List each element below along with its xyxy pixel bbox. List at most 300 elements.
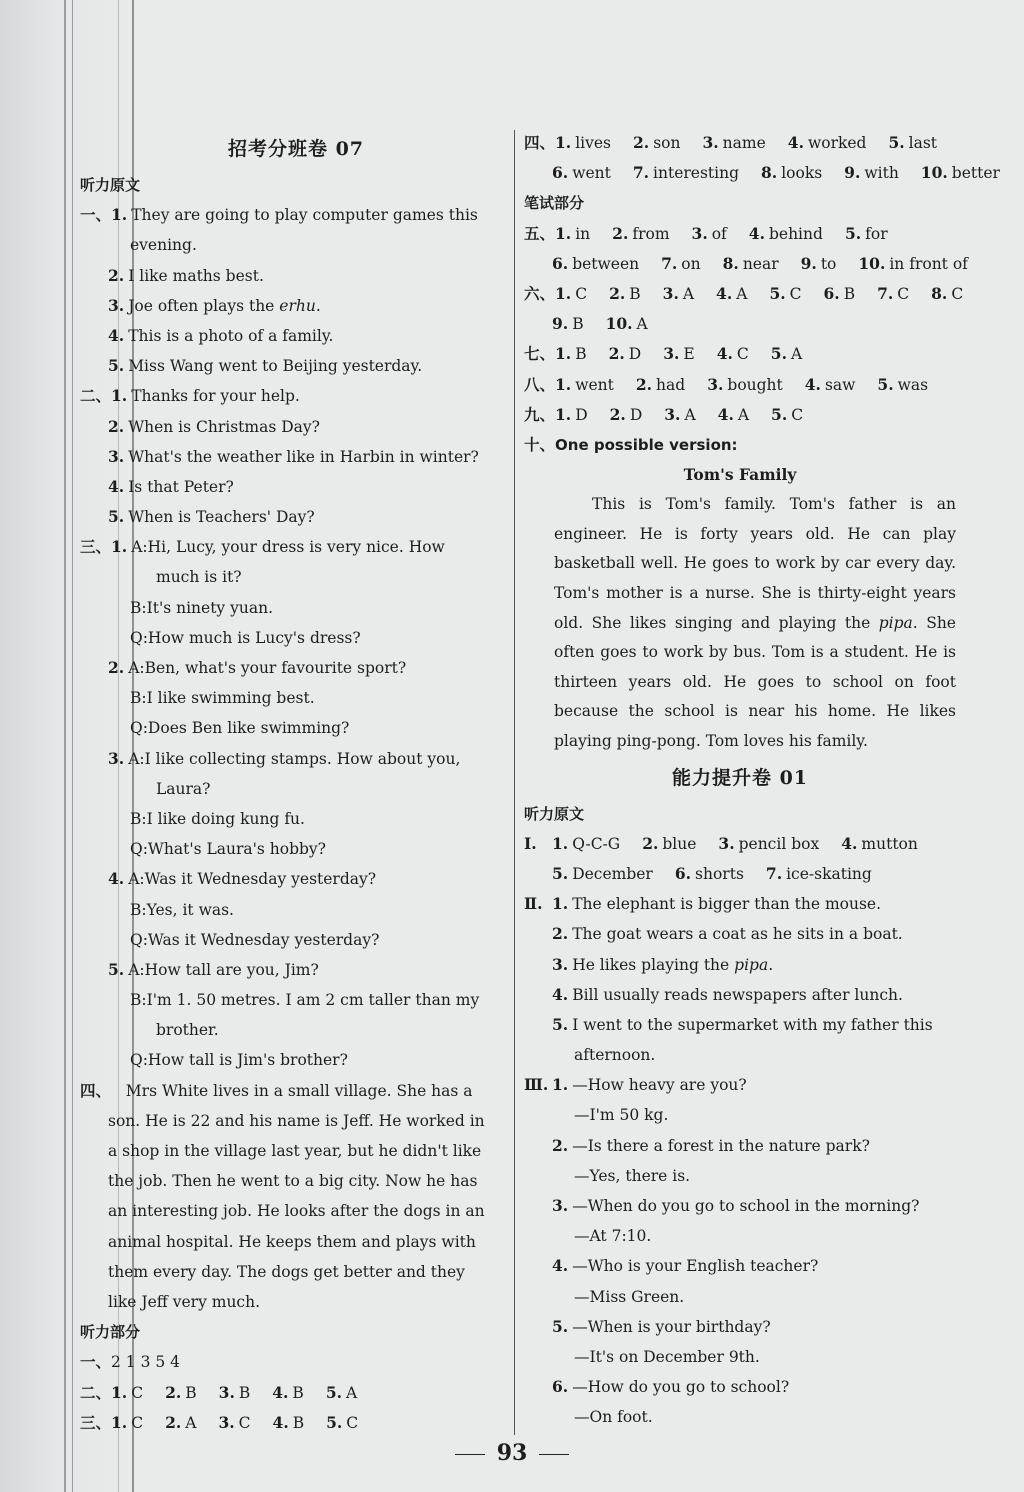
essay-paragraph: This is Tom's family. Tom's father is an engineer. He is forty years old. He can play basketball well. He goes to work by car every day. Tom's mother is a nurse. She is thirty-eight years old. She likes singing and playing the pipa. She often goes to work by bus. Tom is a student. He is thirteen years old. He goes to school on foot because the school is near his home. He likes playing ping-pong. Tom loves his family. xyxy=(554,495,956,750)
item-text: He likes playing the pipa. xyxy=(572,955,774,974)
item-text: I like maths best. xyxy=(128,266,264,285)
item-text: This is a photo of a family. xyxy=(128,326,334,345)
item-text: —Who is your English teacher? xyxy=(572,1257,819,1276)
passage-text: animal hospital. He keeps them and plays with xyxy=(108,1232,476,1251)
section-title: 能力提升卷 01 xyxy=(671,766,809,789)
dialogue-text: much is it? xyxy=(156,568,242,587)
item-number: 3. xyxy=(108,295,125,315)
answer-value: better xyxy=(951,164,1000,183)
answer-value: pencil box xyxy=(738,834,820,853)
dialogue-text: brother. xyxy=(156,1021,219,1040)
answer-item xyxy=(555,219,590,249)
answer-item xyxy=(931,279,963,309)
answer-item xyxy=(326,1378,357,1408)
item-number: 9. xyxy=(552,314,569,334)
answer-value: worked xyxy=(807,134,867,152)
answer-value: went xyxy=(575,375,614,394)
item-number: 5. xyxy=(769,283,786,303)
answer-item xyxy=(718,829,819,859)
text-line xyxy=(524,400,956,430)
item-text: afternoon. xyxy=(574,1046,656,1065)
item-number: 1. xyxy=(111,1382,128,1402)
answer-item xyxy=(609,339,642,369)
text-line xyxy=(524,1372,956,1402)
item-text: When is Teachers' Day? xyxy=(128,508,315,527)
answer-value: A xyxy=(346,1383,358,1402)
item-number: 2. xyxy=(609,283,626,303)
answer-value: looks xyxy=(781,164,823,183)
answer-value: E xyxy=(683,345,695,364)
item-number: 4. xyxy=(552,984,569,1004)
text-line xyxy=(80,925,512,955)
item-number: 1. xyxy=(555,374,572,394)
binding-line xyxy=(72,0,73,1492)
item-number: 1. xyxy=(111,537,128,557)
answer-item xyxy=(716,279,747,309)
item-number: 1. xyxy=(111,205,128,225)
item-text: evening. xyxy=(130,236,197,255)
answer-item xyxy=(609,279,641,309)
answer-item xyxy=(675,859,744,889)
answer-item xyxy=(663,279,694,309)
passage-text: a shop in the village last year, but he didn't like xyxy=(108,1142,482,1160)
item-number: 5. xyxy=(552,1316,569,1336)
item-number: 3. xyxy=(718,833,735,853)
answer-value: B xyxy=(185,1383,197,1402)
item-number: 6. xyxy=(674,863,692,883)
text-line xyxy=(524,1312,956,1342)
section-number: 十、 xyxy=(524,434,556,454)
subsection-heading: 笔试部分 xyxy=(524,194,585,213)
answer-value: A xyxy=(636,315,648,334)
answer-value: A xyxy=(684,405,696,424)
passage-text: them every day. The dogs get better and they xyxy=(108,1262,465,1281)
text-line xyxy=(80,1106,512,1136)
subsection-heading: 听力原文 xyxy=(80,176,141,194)
section-number: 六、 xyxy=(524,283,556,303)
item-number: 1. xyxy=(555,283,572,303)
item-number: 7. xyxy=(661,253,678,273)
answer-value: C xyxy=(238,1413,251,1432)
answer-item xyxy=(664,400,695,430)
answer-item xyxy=(769,279,801,309)
item-number: 5. xyxy=(108,507,125,527)
answer-item xyxy=(272,1378,304,1408)
item-number: 9. xyxy=(844,163,861,183)
text-line xyxy=(80,1378,512,1408)
answer-item xyxy=(555,400,588,430)
text-line xyxy=(524,829,956,859)
essay-intro: One possible version: xyxy=(555,435,738,454)
dialogue-text: Q:What's Laura's hobby? xyxy=(130,840,326,859)
text-line xyxy=(80,532,512,562)
dialogue-text: Laura? xyxy=(156,779,211,798)
text-line xyxy=(524,1191,956,1221)
text-line xyxy=(524,889,956,919)
answer-value: shorts xyxy=(695,864,744,883)
text-line xyxy=(80,351,512,381)
text-line xyxy=(80,472,512,502)
answer-value: of xyxy=(711,224,727,243)
answer-item xyxy=(555,370,614,400)
item-number: 7. xyxy=(877,283,894,303)
item-number: 4. xyxy=(272,1382,289,1402)
passage-text: the job. Then he went to a big city. Now he has xyxy=(108,1172,478,1191)
item-number: 5. xyxy=(552,1014,569,1034)
answer-value: on xyxy=(681,254,701,273)
item-number: 5. xyxy=(877,374,894,394)
text-line xyxy=(80,1196,512,1226)
passage-text: like Jeff very much. xyxy=(108,1292,261,1311)
answer-item xyxy=(636,370,685,400)
answer-item xyxy=(165,1378,197,1408)
answer-item xyxy=(845,219,888,249)
text-line xyxy=(524,950,956,980)
answer-value: C xyxy=(131,1383,144,1402)
item-text: —How heavy are you? xyxy=(572,1076,747,1095)
answer-value: B xyxy=(843,284,856,303)
item-number: 6. xyxy=(552,163,569,183)
section-number: Ⅲ. xyxy=(524,1075,549,1095)
answer-value: between xyxy=(572,254,640,273)
answer-value: A xyxy=(736,284,748,303)
answer-item xyxy=(723,249,779,279)
answer-item xyxy=(111,1408,143,1438)
answer-value: behind xyxy=(768,224,823,243)
answer-value: lives xyxy=(575,134,612,152)
section-number: 七、 xyxy=(524,344,556,364)
item-text: —When do you go to school in the morning? xyxy=(572,1197,920,1216)
answer-value: C xyxy=(951,284,964,303)
item-number: 2. xyxy=(609,404,626,424)
answer-item xyxy=(661,249,701,279)
answer-item xyxy=(841,829,918,859)
section-number: Ⅱ. xyxy=(524,894,543,914)
item-text: —Yes, there is. xyxy=(574,1166,691,1185)
item-text: Joe often plays the erhu. xyxy=(128,296,321,315)
item-number: 3. xyxy=(664,404,681,424)
item-number: 1. xyxy=(111,386,128,406)
answer-item xyxy=(717,339,749,369)
answer-item xyxy=(749,219,823,249)
text-line xyxy=(80,834,512,864)
item-number: 4. xyxy=(108,476,125,496)
answer-value: bought xyxy=(727,375,783,394)
answer-item xyxy=(552,309,584,339)
text-line xyxy=(80,200,512,230)
item-text: Is that Peter? xyxy=(128,477,234,496)
answer-value: C xyxy=(789,284,802,303)
item-text: —I'm 50 kg. xyxy=(574,1106,669,1125)
text-line xyxy=(80,1287,512,1317)
item-text: —How do you go to school? xyxy=(572,1378,790,1397)
text-line xyxy=(80,774,512,804)
item-number: 8. xyxy=(761,163,778,183)
item-text: Bill usually reads newspapers after lunch. xyxy=(572,985,903,1004)
answer-value: ice-skating xyxy=(786,864,872,883)
text-line xyxy=(524,1221,956,1251)
text-line xyxy=(80,1076,512,1106)
text-line xyxy=(80,804,512,834)
text-line xyxy=(80,864,512,894)
item-text: —On foot. xyxy=(574,1408,653,1427)
item-number: 4. xyxy=(108,869,125,889)
section-number: 二、 xyxy=(80,1382,112,1402)
answer-value: C xyxy=(575,284,588,303)
answer-value: in xyxy=(575,224,591,243)
item-text: The elephant is bigger than the mouse. xyxy=(572,895,882,914)
answer-value: 2 1 3 5 4 xyxy=(111,1353,181,1372)
item-number: 5. xyxy=(325,1382,342,1402)
right-column xyxy=(524,128,1000,1433)
text-line xyxy=(524,1131,956,1161)
answer-value: mutton xyxy=(861,834,918,853)
text-line xyxy=(80,1227,512,1257)
section-number: 五、 xyxy=(524,223,556,243)
item-number: 5. xyxy=(844,223,862,243)
item-number: 1. xyxy=(552,894,569,914)
answer-value: for xyxy=(865,224,888,243)
item-number: 3. xyxy=(108,446,125,466)
text-line xyxy=(524,1342,956,1372)
text-line xyxy=(524,158,1000,188)
answer-item xyxy=(552,158,611,188)
binding-line xyxy=(64,0,66,1492)
text-line xyxy=(80,955,512,985)
item-text: What's the weather like in Harbin in winter? xyxy=(128,447,479,466)
section-number: 三、 xyxy=(80,537,112,557)
text-line xyxy=(524,370,956,400)
item-number: 4. xyxy=(272,1412,289,1432)
item-number: 3. xyxy=(552,1196,569,1216)
item-number: 9. xyxy=(800,253,817,273)
item-number: 2. xyxy=(642,833,659,853)
item-number: 5. xyxy=(326,1412,343,1432)
text-line xyxy=(524,919,956,949)
answer-value: in front of xyxy=(889,254,968,273)
text-line xyxy=(524,1100,956,1130)
answer-value: A xyxy=(737,405,750,424)
answer-item xyxy=(761,158,822,188)
answer-item xyxy=(801,249,837,279)
answer-item xyxy=(555,128,611,158)
text-line xyxy=(80,381,512,411)
text-line xyxy=(80,1257,512,1287)
text-line xyxy=(80,593,512,623)
answer-item xyxy=(633,158,739,188)
item-number: 5. xyxy=(552,863,569,883)
item-text: I went to the supermarket with my father this xyxy=(572,1015,933,1034)
answer-item xyxy=(552,249,639,279)
text-line xyxy=(80,291,512,321)
answer-value: had xyxy=(656,375,686,394)
answer-item xyxy=(219,1378,251,1408)
item-text: —At 7:10. xyxy=(574,1227,652,1246)
section-number: 九、 xyxy=(524,404,556,424)
left-column xyxy=(80,128,512,1438)
text-line xyxy=(524,1161,956,1191)
section-number: 四、 xyxy=(80,1080,112,1100)
item-number: 4. xyxy=(804,374,821,394)
answer-item xyxy=(642,829,696,859)
answer-value: Q-C-G xyxy=(572,834,621,853)
text-line xyxy=(80,1347,512,1377)
item-number: 5. xyxy=(108,959,125,979)
answer-item xyxy=(552,829,620,859)
passage-text: an interesting job. He looks after the dogs in an xyxy=(108,1202,485,1221)
text-line xyxy=(80,321,512,351)
answer-item xyxy=(606,309,648,339)
answer-item xyxy=(858,249,968,279)
answer-item xyxy=(663,339,695,369)
item-number: 2. xyxy=(108,658,125,677)
answer-value: C xyxy=(736,345,749,364)
answer-value: B xyxy=(292,1383,304,1402)
item-number: 1. xyxy=(552,1075,569,1095)
item-number: 1. xyxy=(552,833,569,853)
item-text: —It's on December 9th. xyxy=(574,1347,760,1366)
text-line xyxy=(524,339,956,369)
dialogue-text: Q:How much is Lucy's dress? xyxy=(130,628,361,647)
item-number: 1. xyxy=(555,223,572,243)
answer-value: interesting xyxy=(653,164,740,183)
item-number: 2. xyxy=(165,1382,182,1402)
answer-item xyxy=(165,1408,196,1438)
text-line xyxy=(524,859,956,889)
item-number: 3. xyxy=(218,1382,235,1402)
text-line xyxy=(80,1136,512,1166)
text-line xyxy=(80,261,512,291)
text-line xyxy=(80,1166,512,1196)
answer-value: B xyxy=(629,284,641,303)
item-number: 6. xyxy=(823,283,840,303)
item-number: 10. xyxy=(605,314,633,334)
section-number: 四、 xyxy=(524,133,556,152)
item-number: 10. xyxy=(858,253,886,273)
answer-item xyxy=(877,279,909,309)
column-divider xyxy=(514,130,515,1435)
text-line xyxy=(524,309,956,339)
text-line xyxy=(80,1045,512,1075)
answer-item xyxy=(921,158,1000,188)
answer-value: name xyxy=(722,134,766,152)
answer-item xyxy=(766,859,872,889)
text-line xyxy=(524,1070,956,1100)
text-line xyxy=(80,170,512,200)
item-text: —Is there a forest in the nature park? xyxy=(572,1136,870,1155)
answer-value: went xyxy=(572,164,611,183)
text-line xyxy=(80,895,512,925)
answer-item xyxy=(771,339,802,369)
item-number: 2. xyxy=(552,1135,569,1155)
item-text: Miss Wang went to Beijing yesterday. xyxy=(128,357,423,376)
item-number: 7. xyxy=(632,163,650,183)
dialogue-text: Q:Was it Wednesday yesterday? xyxy=(130,930,380,949)
item-number: 2. xyxy=(108,416,125,436)
item-number: 4. xyxy=(787,133,804,152)
item-number: 5. xyxy=(888,133,905,152)
text-line xyxy=(524,1251,956,1281)
section-number: 二、 xyxy=(80,386,112,406)
answer-value: near xyxy=(742,254,779,273)
item-number: 1. xyxy=(555,344,572,364)
answer-item xyxy=(610,400,643,430)
answer-item xyxy=(771,400,803,430)
item-text: Thanks for your help. xyxy=(131,387,300,406)
answer-value: C xyxy=(131,1413,144,1432)
item-number: 3. xyxy=(662,283,679,303)
answer-value: C xyxy=(346,1413,359,1432)
section-number: 八、 xyxy=(524,374,556,394)
text-line xyxy=(80,1015,512,1045)
answer-item xyxy=(788,128,867,158)
item-number: 3. xyxy=(707,374,724,394)
answer-value: last xyxy=(908,134,938,152)
item-number: 7. xyxy=(765,863,783,883)
answer-item xyxy=(877,370,928,400)
essay-title: Tom's Family xyxy=(683,465,797,485)
answer-item xyxy=(805,370,856,400)
answer-value: from xyxy=(632,224,670,243)
item-number: 5. xyxy=(108,356,125,376)
text-line xyxy=(524,1282,956,1312)
item-number: 2. xyxy=(165,1412,182,1432)
answer-value: B xyxy=(238,1383,251,1402)
dialogue-text: B:It's ninety yuan. xyxy=(130,598,274,617)
item-number: 2. xyxy=(608,344,625,364)
answer-item xyxy=(326,1408,358,1438)
passage-text: son. He is 22 and his name is Jeff. He worked in xyxy=(108,1111,485,1130)
text-line xyxy=(80,713,512,743)
text-line xyxy=(80,985,512,1015)
item-number: 3. xyxy=(663,344,680,364)
page-number-text: 93 xyxy=(496,1440,528,1466)
item-text: —Miss Green. xyxy=(574,1287,685,1306)
answer-item xyxy=(707,370,783,400)
item-number: 4. xyxy=(552,1256,569,1276)
item-number: 6. xyxy=(552,253,569,273)
answer-item xyxy=(702,128,765,158)
subsection-heading: 听力原文 xyxy=(524,804,585,823)
answer-item xyxy=(844,158,899,188)
answer-item xyxy=(718,400,749,430)
text-line xyxy=(524,980,956,1010)
text-line xyxy=(80,412,512,442)
answer-item xyxy=(273,1408,305,1438)
answer-item xyxy=(612,219,669,249)
text-line xyxy=(524,1040,956,1070)
answer-value: C xyxy=(897,284,910,303)
item-number: 3. xyxy=(108,748,125,768)
section-number: 三、 xyxy=(80,1412,112,1432)
item-number: 1. xyxy=(555,133,572,152)
answer-value: saw xyxy=(824,375,856,394)
item-number: 4. xyxy=(841,833,858,853)
answer-value: to xyxy=(820,254,837,273)
item-number: 1. xyxy=(555,404,572,424)
answer-value: December xyxy=(572,864,653,883)
essay-body xyxy=(524,490,956,756)
text-line xyxy=(524,128,956,158)
answer-value: son xyxy=(653,134,681,152)
item-number: 5. xyxy=(770,344,787,364)
text-line xyxy=(524,430,956,460)
text-line xyxy=(80,230,512,260)
item-number: 6. xyxy=(552,1377,569,1397)
item-number: 4. xyxy=(717,404,734,424)
passage-text: Mrs White lives in a small village. She has a xyxy=(111,1081,473,1100)
item-number: 10. xyxy=(920,163,948,183)
